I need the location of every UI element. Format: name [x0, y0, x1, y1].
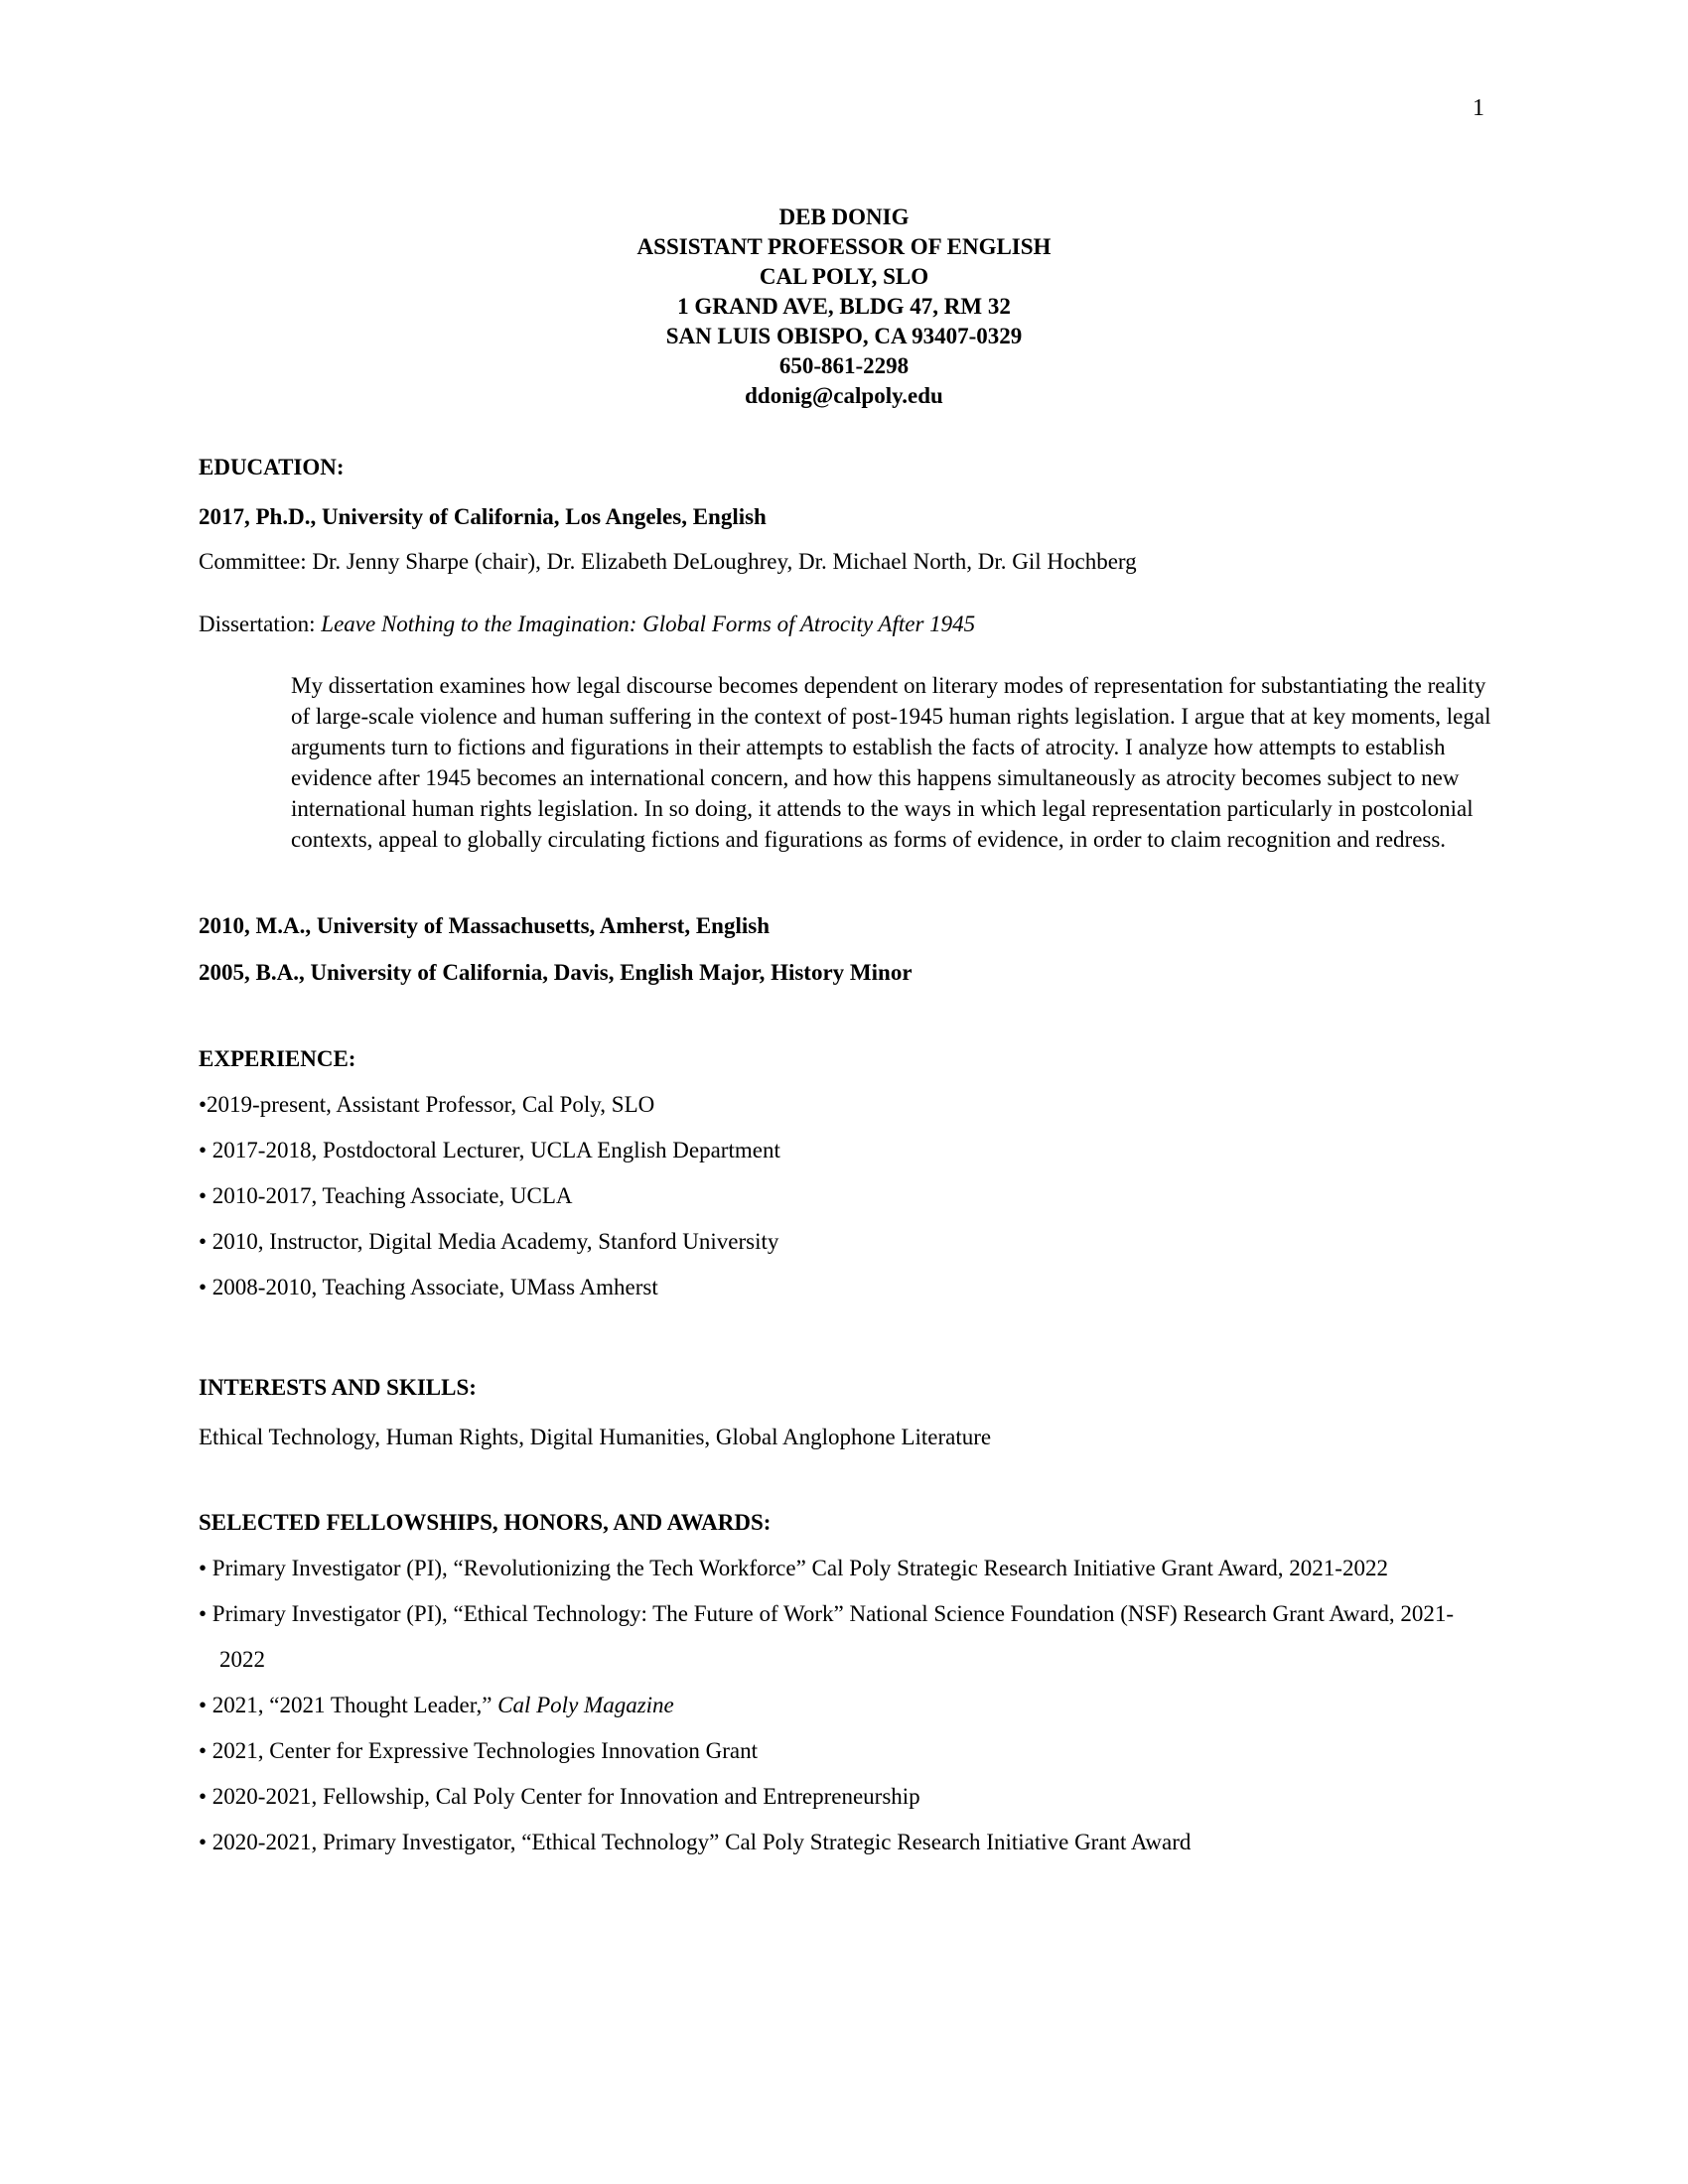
header-title: ASSISTANT PROFESSOR OF ENGLISH — [636, 234, 1052, 259]
award-item — [199, 1820, 1489, 1865]
awards-section — [199, 1507, 1489, 1865]
page-number: 1 — [1473, 95, 1484, 121]
award-text: • Primary Investigator (PI), “Revolutionizing the Tech Workforce” Cal Poly Strategic Research Initiative Grant Award, 2021-2022 — [199, 1556, 1388, 1580]
interests-heading: INTERESTS AND SKILLS: — [199, 1375, 477, 1400]
experience-list — [199, 1082, 1489, 1310]
education-dissertation — [199, 609, 1489, 640]
header-phone: 650-861-2298 — [778, 353, 910, 378]
award-item — [199, 1591, 1489, 1683]
header-address-line2: SAN LUIS OBISPO, CA 93407-0329 — [665, 324, 1023, 348]
award-text: • 2020-2021, Primary Investigator, “Ethical Technology” Cal Poly Strategic Research Initiative Grant Award — [199, 1830, 1192, 1854]
awards-list — [199, 1546, 1489, 1865]
interests-section — [199, 1372, 1489, 1453]
awards-heading: SELECTED FELLOWSHIPS, HONORS, AND AWARDS: — [199, 1510, 772, 1535]
education-ma: 2010, M.A., University of Massachusetts, Amherst, English — [199, 913, 770, 938]
award-item — [199, 1728, 1489, 1774]
award-text: • 2021, “2021 Thought Leader,” — [199, 1693, 498, 1717]
education-ba: 2005, B.A., University of California, Davis, English Major, History Minor — [199, 960, 913, 985]
interests-text: Ethical Technology, Human Rights, Digital Humanities, Global Anglophone Literature — [199, 1425, 992, 1449]
award-text: • Primary Investigator (PI), “Ethical Technology: The Future of Work” National Science Foundation (NSF) Research Grant Award, 2021-2022 — [199, 1601, 1454, 1672]
education-committee: Committee: Dr. Jenny Sharpe (chair), Dr. Elizabeth DeLoughrey, Dr. Michael North, Dr. Gil Hochberg — [199, 549, 1137, 574]
header-name: DEB DONIG — [778, 205, 910, 229]
education-section — [199, 452, 1489, 989]
experience-section — [199, 1043, 1489, 1310]
experience-item: • 2010-2017, Teaching Associate, UCLA — [199, 1183, 573, 1208]
header-email: ddonig@calpoly.edu — [745, 383, 943, 408]
experience-item: • 2008-2010, Teaching Associate, UMass Amherst — [199, 1275, 658, 1299]
award-item — [199, 1546, 1489, 1591]
education-phd: 2017, Ph.D., University of California, Los Angeles, English — [199, 504, 767, 529]
award-text: • 2021, Center for Expressive Technologies Innovation Grant — [199, 1738, 758, 1763]
award-item — [199, 1774, 1489, 1820]
award-item — [199, 1683, 1489, 1728]
experience-item: •2019-present, Assistant Professor, Cal Poly, SLO — [199, 1092, 655, 1117]
experience-item: • 2010, Instructor, Digital Media Academy, Stanford University — [199, 1229, 779, 1254]
award-italic-text: Cal Poly Magazine — [497, 1693, 674, 1717]
header-institution: CAL POLY, SLO — [759, 264, 929, 289]
experience-item: • 2017-2018, Postdoctoral Lecturer, UCLA English Department — [199, 1138, 780, 1162]
education-heading: EDUCATION: — [199, 455, 345, 479]
dissertation-title: Leave Nothing to the Imagination: Global Forms of Atrocity After 1945 — [321, 612, 976, 636]
dissertation-label: Dissertation: — [199, 612, 322, 636]
header-address-line1: 1 GRAND AVE, BLDG 47, RM 32 — [677, 294, 1011, 319]
award-text: • 2020-2021, Fellowship, Cal Poly Center for Innovation and Entrepreneurship — [199, 1784, 920, 1809]
cv-header — [199, 0, 1489, 411]
dissertation-abstract: My dissertation examines how legal discourse becomes dependent on literary modes of representation for substantiating the reality of large-scale violence and human suffering in the context of post-1945 human rights legislation. I argue that at key moments, legal arguments turn to fictions and figurations in their attempts to establish the facts of atrocity. I analyze how attempts to establish evidence after 1945 becomes an international concern, and how this happens simultaneously as atrocity becomes subject to new international human rights legislation. In so doing, it attends to the ways in which legal representation particularly in postcolonial contexts, appeal to globally circulating fictions and figurations as forms of evidence, in order to claim recognition and redress. — [291, 673, 1491, 852]
experience-heading: EXPERIENCE: — [199, 1046, 356, 1071]
